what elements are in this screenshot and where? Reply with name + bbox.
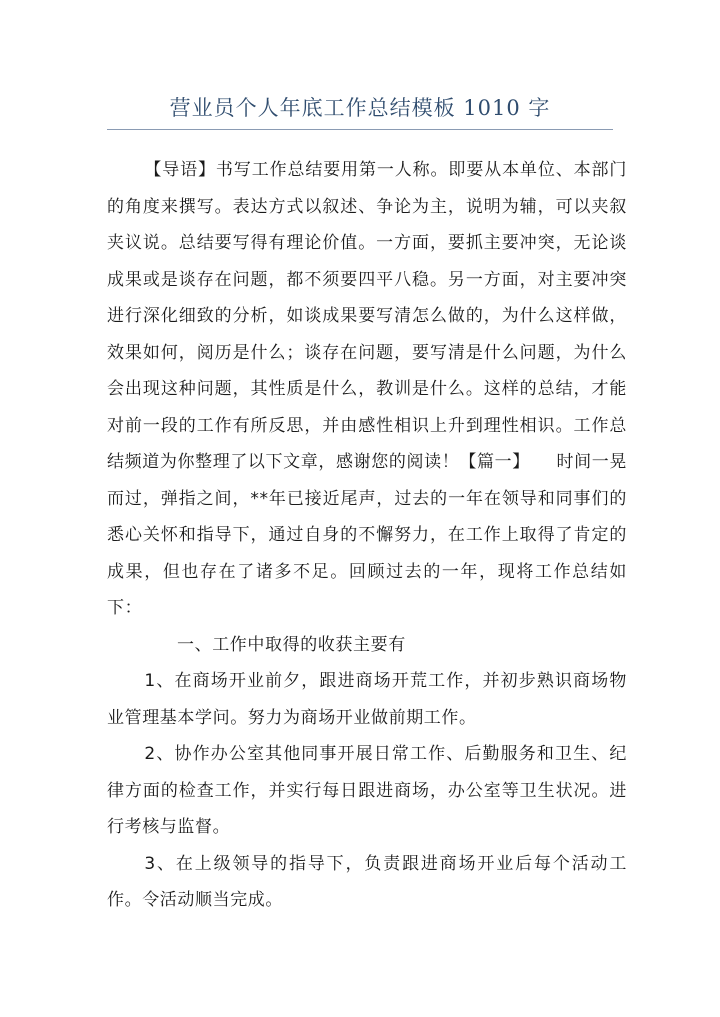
list-item: 3、在上级领导的指导下，负责跟进商场开业后每个活动工作。令活动顺当完成。 [107, 853, 627, 910]
document-title: 营业员个人年底工作总结模板 1010 字 [169, 96, 551, 120]
list-item: 1、在商场开业前夕，跟进商场开荒工作，并初步熟识商场物业管理基本学问。努力为商场开业做前期工作。 [107, 671, 627, 728]
title-underline [107, 129, 613, 130]
document-body [107, 152, 627, 919]
section-heading: 一、工作中取得的收获主要有 [177, 634, 406, 655]
list-item: 2、协作办公室其他同事开展日常工作、后勤服务和卫生、纪律方面的检查工作，并实行每日跟进商场，办公室等卫生状况。进行考核与监督。 [107, 744, 627, 837]
intro-paragraph: 【导语】书写工作总结要用第一人称。即要从本单位、本部门的角度来撰写。表达方式以叙述、争论为主，说明为辅，可以夹叙夹议说。总结要写得有理论价值。一方面，要抓主要冲突，无论谈成果或是谈存在问题，都不须要四平八稳。另一方面，对主要冲突进行深化细致的分析，如谈成果要写清怎么做的，为什么这样做，效果如何，阅历是什么；谈存在问题，要写清是什么问题，为什么会出现这种问题，其性质是什么，教训是什么。这样的总结，才能对前一段的工作有所反思，并由感性相识上升到理性相识。工作总结频道为你整理了以下文章，感谢您的阅读！【篇一】 时间一晃而过，弹指之间，**年已接近尾声，过去的一年在领导和同事们的悉心关怀和指导下，通过自身的不懈努力，在工作上取得了肯定的成果，但也存在了诸多不足。回顾过去的一年，现将工作总结如下： [107, 160, 627, 618]
